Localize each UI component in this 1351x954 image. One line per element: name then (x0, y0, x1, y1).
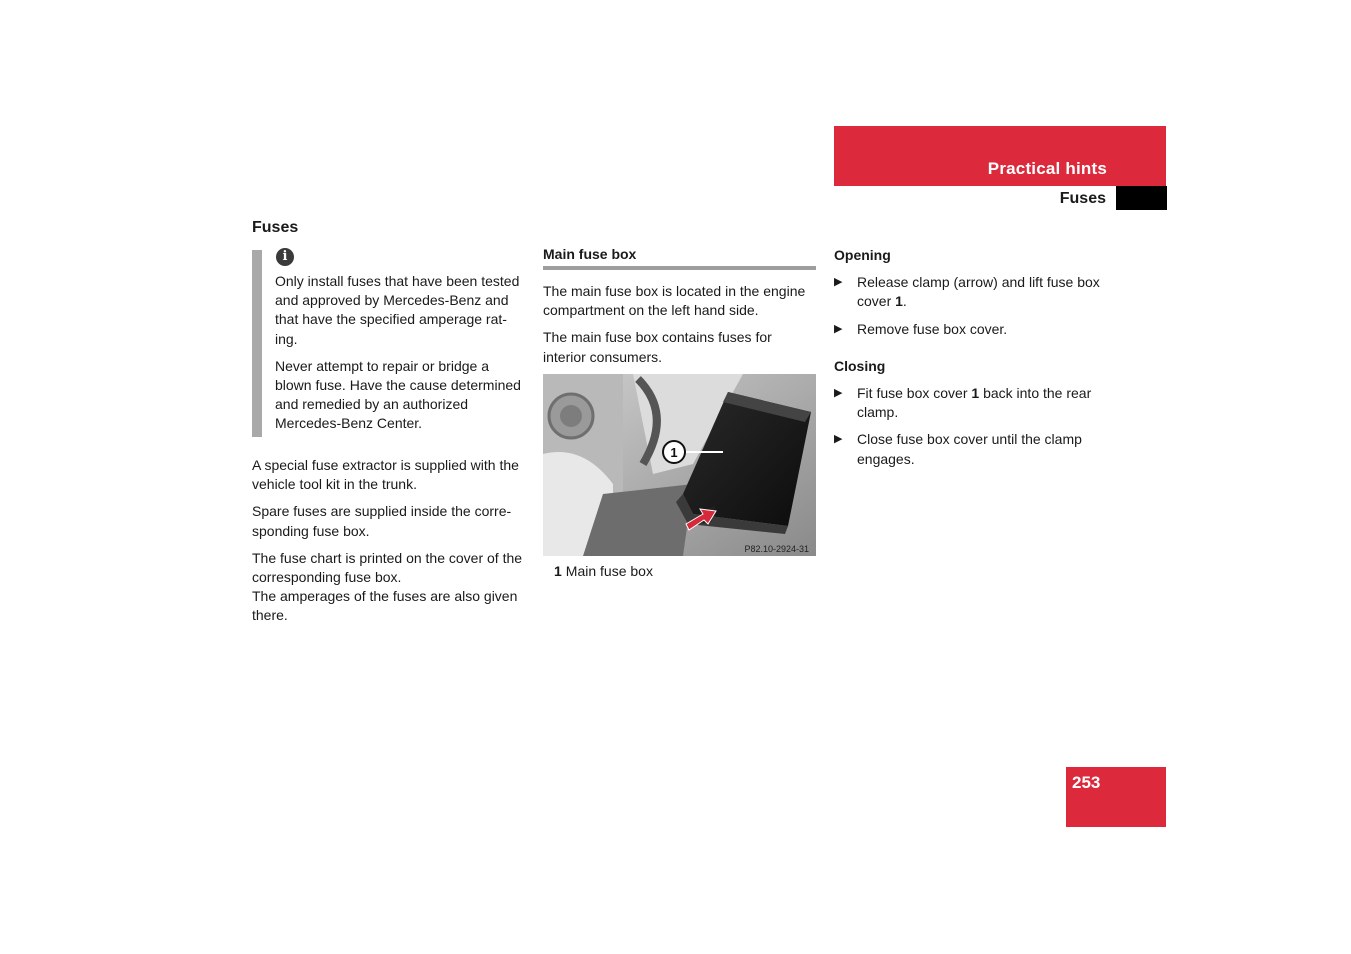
step-item: ▶ Release clamp (arrow) and lift fuse box cover 1. (834, 274, 1100, 310)
fuse-box-photo (543, 374, 816, 556)
chapter-title: Practical hints (987, 159, 1107, 178)
step-item: ▶ Close fuse box cover until the clamp engages. (834, 431, 1082, 467)
closing-steps (834, 384, 1124, 469)
caption-text: Main fuse box (565, 563, 653, 579)
info-box-text (275, 272, 527, 442)
closing-title: Closing (834, 357, 886, 374)
title-rule (543, 266, 816, 270)
main-fuse-box-text (543, 282, 818, 375)
body-paragraph: The main fuse box is located in the engine compartment on the left hand side. (543, 283, 806, 319)
step-item: ▶ Fit fuse box cover 1 back into the rear clamp. (834, 385, 1092, 421)
bullet-triangle-icon: ▶ (834, 433, 843, 446)
page-number-box (1066, 767, 1166, 827)
instructions (834, 246, 1124, 487)
info-icon: i (276, 248, 294, 266)
page-number: 253 (1072, 773, 1101, 792)
main-fuse-box-title: Main fuse box (543, 246, 637, 262)
subchapter-title: Fuses (1059, 190, 1106, 207)
body-paragraph: The fuse chart is printed on the cover of the corresponding fuse box. (252, 549, 523, 586)
bullet-triangle-icon: ▶ (834, 276, 843, 289)
opening-steps (834, 273, 1124, 339)
subchapter-marker (1116, 186, 1167, 210)
info-box-bar (252, 250, 262, 437)
image-code: P82.10-2924-31 (744, 544, 809, 554)
body-paragraph: The amperages of the fuses are also given there. (252, 588, 518, 624)
opening-title: Opening (834, 247, 891, 263)
step-item: ▶ Remove fuse box cover. (834, 320, 1124, 339)
info-paragraph: Never attempt to repair or bridge a blown fuse. Have the cause determined and remedied by an authorized Mercedes-Benz Center. (275, 357, 521, 432)
body-paragraph: The main fuse box contains fuses for interior consumers. (543, 329, 772, 365)
bullet-triangle-icon: ▶ (834, 322, 843, 335)
section-title: Fuses (252, 219, 299, 236)
left-body-text (252, 456, 526, 634)
chapter-header (834, 126, 1166, 186)
info-paragraph: Only install fuses that have been tested and approved by Mercedes-Benz and that have the specified amperage rat-ing. (275, 273, 520, 347)
caption-number: 1 (554, 563, 562, 579)
figure-callout: 1 (670, 445, 678, 460)
body-paragraph: A special fuse extractor is supplied with the vehicle tool kit in the trunk. (252, 457, 519, 493)
bullet-triangle-icon: ▶ (834, 387, 843, 400)
body-paragraph: Spare fuses are supplied inside the corre-sponding fuse box. (252, 503, 512, 539)
figure-caption (554, 562, 653, 581)
